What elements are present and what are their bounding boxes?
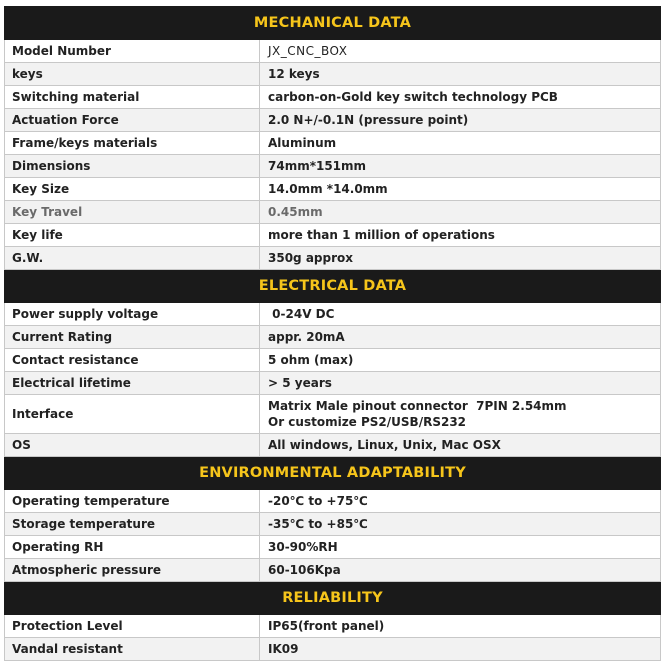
row-value: 30-90%RH bbox=[260, 536, 661, 559]
row-value: IK09 bbox=[260, 638, 661, 661]
row-value: 5 ohm (max) bbox=[260, 349, 661, 372]
row-value: Aluminum bbox=[260, 132, 661, 155]
row-value-line: Or customize PS2/USB/RS232 bbox=[268, 415, 467, 429]
table-row bbox=[5, 247, 661, 270]
row-value: 14.0mm *14.0mm bbox=[260, 178, 661, 201]
row-label: Key life bbox=[5, 224, 260, 247]
table-row bbox=[5, 513, 661, 536]
row-label: Operating temperature bbox=[5, 490, 260, 513]
row-value: 0-24V DC bbox=[260, 303, 661, 326]
row-value: > 5 years bbox=[260, 372, 661, 395]
table-row bbox=[5, 326, 661, 349]
row-label: Interface bbox=[5, 395, 260, 434]
row-label: keys bbox=[5, 63, 260, 86]
row-value: 350g approx bbox=[260, 247, 661, 270]
table-row bbox=[5, 559, 661, 582]
section-header-environmental bbox=[5, 457, 661, 490]
section-title: RELIABILITY bbox=[5, 582, 661, 615]
row-value: -20℃ to +75℃ bbox=[260, 490, 661, 513]
table-row bbox=[5, 349, 661, 372]
section-title: MECHANICAL DATA bbox=[5, 7, 661, 40]
section-header-reliability bbox=[5, 582, 661, 615]
section-header-mechanical bbox=[5, 7, 661, 40]
row-value: 74mm*151mm bbox=[260, 155, 661, 178]
table-row bbox=[5, 132, 661, 155]
row-label: Atmospheric pressure bbox=[5, 559, 260, 582]
row-value: 0.45mm bbox=[260, 201, 661, 224]
row-value bbox=[260, 395, 661, 434]
row-label: Actuation Force bbox=[5, 109, 260, 132]
table-row bbox=[5, 490, 661, 513]
table-row bbox=[5, 109, 661, 132]
table-row bbox=[5, 395, 661, 434]
table-row bbox=[5, 434, 661, 457]
row-value: JX_CNC_BOX bbox=[260, 40, 661, 63]
table-row bbox=[5, 303, 661, 326]
row-value-line: Matrix Male pinout connector 7PIN 2.54mm bbox=[268, 399, 567, 413]
section-header-electrical bbox=[5, 270, 661, 303]
table-row bbox=[5, 536, 661, 559]
table-row bbox=[5, 638, 661, 661]
row-label: Dimensions bbox=[5, 155, 260, 178]
row-value: appr. 20mA bbox=[260, 326, 661, 349]
row-label: Vandal resistant bbox=[5, 638, 260, 661]
row-value: -35℃ to +85℃ bbox=[260, 513, 661, 536]
table-row bbox=[5, 372, 661, 395]
table-row bbox=[5, 155, 661, 178]
row-label: Current Rating bbox=[5, 326, 260, 349]
row-value: IP65(front panel) bbox=[260, 615, 661, 638]
row-label: Electrical lifetime bbox=[5, 372, 260, 395]
table-row bbox=[5, 201, 661, 224]
row-label: Model Number bbox=[5, 40, 260, 63]
table-row bbox=[5, 86, 661, 109]
table-row bbox=[5, 178, 661, 201]
row-label: Storage temperature bbox=[5, 513, 260, 536]
row-label: G.W. bbox=[5, 247, 260, 270]
row-value: carbon-on-Gold key switch technology PCB bbox=[260, 86, 661, 109]
table-row bbox=[5, 40, 661, 63]
row-label: Power supply voltage bbox=[5, 303, 260, 326]
row-label: Key Size bbox=[5, 178, 260, 201]
section-title: ENVIRONMENTAL ADAPTABILITY bbox=[5, 457, 661, 490]
row-value: 60-106Kpa bbox=[260, 559, 661, 582]
spec-table bbox=[4, 6, 661, 661]
section-title: ELECTRICAL DATA bbox=[5, 270, 661, 303]
row-label: Switching material bbox=[5, 86, 260, 109]
row-value: 2.0 N+/-0.1N (pressure point) bbox=[260, 109, 661, 132]
row-value: more than 1 million of operations bbox=[260, 224, 661, 247]
table-row bbox=[5, 615, 661, 638]
row-label: OS bbox=[5, 434, 260, 457]
row-label: Key Travel bbox=[5, 201, 260, 224]
row-label: Frame/keys materials bbox=[5, 132, 260, 155]
table-row bbox=[5, 63, 661, 86]
table-row bbox=[5, 224, 661, 247]
row-value: 12 keys bbox=[260, 63, 661, 86]
row-label: Protection Level bbox=[5, 615, 260, 638]
row-label: Contact resistance bbox=[5, 349, 260, 372]
row-value: All windows, Linux, Unix, Mac OSX bbox=[260, 434, 661, 457]
row-label: Operating RH bbox=[5, 536, 260, 559]
